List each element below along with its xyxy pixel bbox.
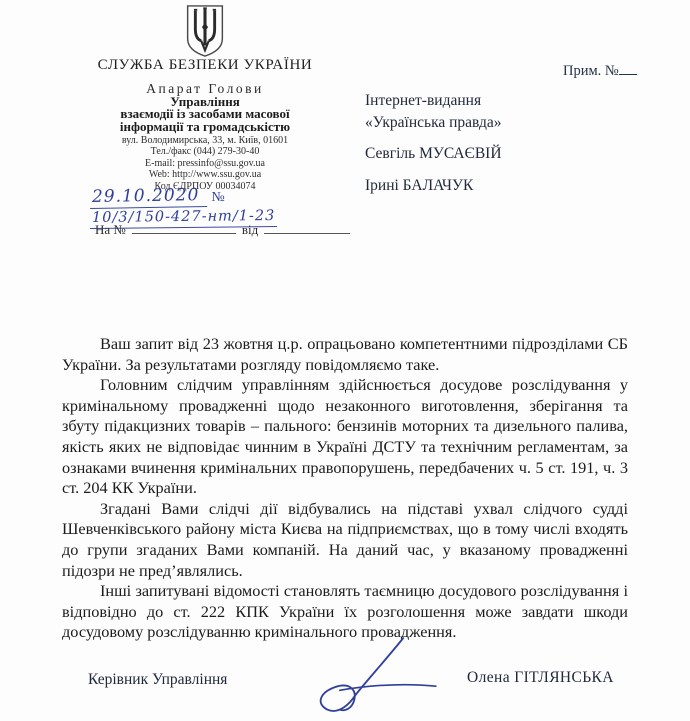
email-line: E-mail: pressinfo@ssu.gov.ua (145, 157, 265, 169)
reply-date-blank (264, 221, 350, 234)
body-paragraph-2: Головним слідчим управлінням здійснюється досудове розслідування у кримінальному провадженні щодо незаконного виготовлення, зберігання та збуту підакцизних товарів – пального: бензинів моторних та дизельного палива, якість яких не відповідає чинним в Україні ДСТУ та технічним регламентам, за ознаками вчинення кримінальних правопорушень, передбачених ч. 5 ст. 191, ч. 3 ст. 204 КК України. (62, 375, 628, 498)
recipient-organization-line: «Українська правда» (365, 114, 502, 131)
signer-position-title: Керівник Управління (88, 671, 228, 688)
signer-name: Олена ГІТЛЯНСЬКА (467, 669, 614, 686)
body-paragraph-3: Згадані Вами слідчі дії відбувались на підставі ухвал слідчого судді Шевченківського району міста Києва на підприємствах, що в тому числі входять до групи згаданих Вами компаній. На даний час, у вказаному провадженні підозри не пред’являлись. (62, 498, 628, 580)
office-name: Апарат Голови (146, 81, 264, 96)
recipient-organization-line: Інтернет-видання (365, 92, 482, 109)
web-line: Web: http://www.ssu.gov.ua (148, 169, 262, 181)
copy-note-label: Прим. № (563, 63, 619, 79)
phone-line: Тел./факс (044) 279-30-40 (150, 146, 260, 158)
department-name (55, 96, 355, 133)
organization-name: СЛУЖБА БЕЗПЕКИ УКРАЇНИ (97, 57, 313, 73)
letter-body (62, 334, 628, 643)
handwritten-date: 29.10.2020 (90, 185, 208, 209)
recipient-person-2: Ірині БАЛАЧУК (365, 177, 474, 194)
recipient-person-1: Севгіль МУСАЄВІЙ (365, 145, 502, 162)
body-paragraph-4: Інші запитувані відомості становлять таємницю досудового розслідування і відповідно до ст. 222 КПК України їх розголошення може завдати шкоди досудовому розслідуванню кримінального провадження. (62, 581, 628, 642)
handwritten-signature (303, 636, 441, 720)
copy-number-note (563, 61, 637, 80)
address-line: вул. Володимирська, 33, м. Київ, 01601 (121, 135, 289, 146)
reply-reference-row (95, 221, 395, 238)
department-line: взаємодії із засобами масової (120, 106, 290, 122)
contact-block (55, 135, 355, 192)
body-paragraph-1: Ваш запит від 23 жовтня ц.р. опрацьовано компетентними підрозділами СБ України. За результатами розгляду повідомляємо таке. (62, 334, 628, 374)
edrpou-line: Код ЄДРПОУ 00034074 (154, 180, 256, 192)
ukraine-trident-emblem-icon (183, 4, 227, 58)
copy-number-blank (619, 61, 637, 75)
reply-number-blank (132, 221, 236, 234)
number-sign: № (211, 190, 225, 205)
department-line: Управління (170, 94, 240, 109)
recipient-organization (365, 90, 625, 134)
department-line: інформації та громадськістю (119, 118, 291, 134)
reply-prefix-label: На № (95, 222, 126, 237)
reply-from-label: від (241, 222, 259, 237)
handwritten-outgoing-number: 10/3/150-427-нт/1-23 (90, 208, 278, 229)
